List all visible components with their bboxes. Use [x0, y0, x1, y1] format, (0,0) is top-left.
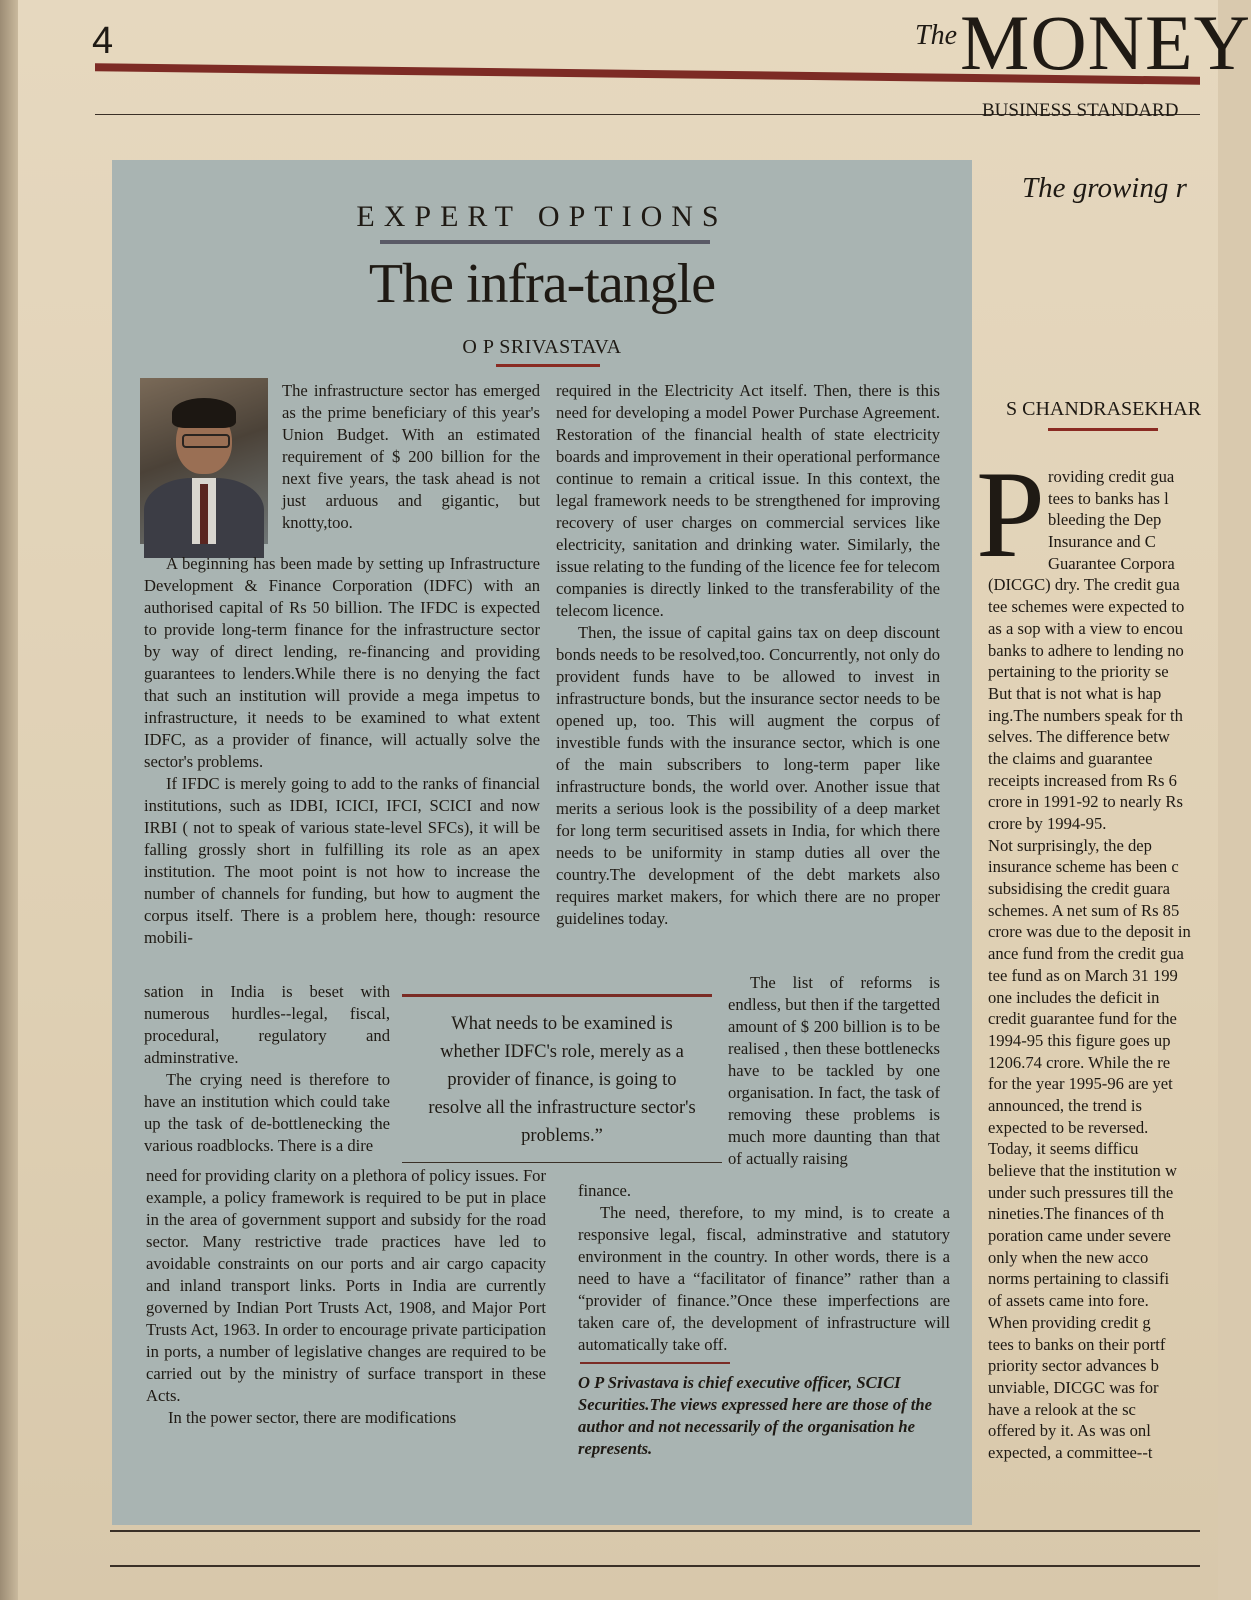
article-column-1b: [144, 553, 540, 949]
paragraph-5: In the power sector, there are modifications: [168, 1408, 457, 1427]
side-article-line: expected to be reversed.: [988, 1117, 1149, 1137]
footer-rule: [110, 1530, 1200, 1532]
side-article-line: expected, a committee--t: [988, 1442, 1153, 1462]
side-article-line: announced, the trend is: [988, 1095, 1142, 1115]
masthead-title: MONEY: [960, 0, 1251, 86]
article-column-2a: [556, 380, 940, 930]
pullquote-rule-top: [402, 994, 712, 997]
article-kicker: EXPERT OPTIONS: [356, 200, 728, 233]
side-article-line: norms pertaining to classifi: [988, 1269, 1170, 1289]
side-article-line: under such pressures till the: [988, 1182, 1174, 1202]
side-article-line: have a relook at the sc: [988, 1399, 1136, 1419]
side-article-line: tee schemes were expected to: [988, 597, 1185, 617]
author-portrait: [140, 378, 268, 544]
side-article-line: But that is not what is hap: [988, 683, 1162, 703]
side-article-line: crore was due to the deposit in: [988, 922, 1191, 942]
author-bio: O P Srivastava is chief executive officer, SCICI Securities.The views expressed here are those of the author and not necessarily of the organisation he represents.: [578, 1373, 932, 1458]
article-byline: O P SRIVASTAVA: [462, 336, 622, 358]
side-article-line: Insurance and C: [1048, 532, 1156, 552]
side-article-line: poration came under severe: [988, 1226, 1171, 1246]
article-column-2b: [728, 972, 940, 1170]
side-article-line: selves. The difference betw: [988, 727, 1170, 747]
side-article-line: of assets came into fore.: [988, 1291, 1149, 1311]
side-article-byline: S CHANDRASEKHAR: [1006, 398, 1202, 420]
side-article-line: tees to banks on their portf: [988, 1334, 1166, 1354]
article-column-1c: [144, 981, 390, 1157]
side-article-line: (DICGC) dry. The credit gua: [988, 575, 1180, 595]
paragraph-4-cont: need for providing clarity on a plethora of policy issues. For example, a policy framework is required to be put in place in the area of government support and subsidy for the road sector. Many restrictive trade practices have led to avoidable constraints on our ports and air cargo capacity and inland transport links. Ports in India are currently governed by Indian Port Trusts Act, 1908, and Major Port Trusts Act, 1963. In order to encourage private participation in ports, a number of legislative changes are required to be carried out by the ministry of surface transport in these Acts.: [146, 1166, 546, 1405]
side-article-line: nineties.The finances of th: [988, 1204, 1165, 1224]
side-article-line: 1994-95 this figure goes up: [988, 1030, 1171, 1050]
paragraph-3: If IFDC is merely going to add to the ranks of financial institutions, such as IDBI, ICICI, IFCI, SCICI and now IRBI ( not to speak of various state-level SFCs), it will be falling grossly short in fulfilling its role as an apex institution. The moot point is not how to increase the number of channels for funding, but how to augment the corpus itself. There is a problem here, though: resource mobili-: [144, 774, 540, 947]
kicker-rule: [380, 240, 710, 244]
footer-rule-lower: [110, 1565, 1200, 1567]
article-column-1d: [146, 1165, 546, 1429]
paragraph-6: Then, the issue of capital gains tax on deep discount bonds needs to be resolved,too. Concurrently, not only do provident funds have to be allowed to invest in infrastructure bonds, but the insurance sector needs to be opened up, too. This will augment the corpus of investible funds with the insurance sector, which is one of the main subscribers to long-term paper like infrastructure bonds, the world over. Another issue that merits a serious look is the possibility of a deep market for long term securitised assets in India, for which there needs to be uniformity in stamp duties all over the country.The development of the debt markets also requires market makers, for which there are no proper guidelines today.: [556, 623, 940, 928]
bio-rule: [580, 1362, 730, 1364]
side-article-line: for the year 1995-96 are yet: [988, 1074, 1173, 1094]
side-article-line: Guarantee Corpora: [1048, 553, 1175, 573]
portrait-tie: [200, 484, 208, 544]
portrait-hair: [172, 398, 236, 428]
pullquote: What needs to be examined is whether IDFC's role, merely as a provider of finance, is going to resolve all the infrastructure sector's problems.”: [428, 1014, 696, 1146]
side-article-column: [988, 466, 1218, 1464]
side-article-line: Not surprisingly, the dep: [988, 835, 1152, 855]
section-label: BUSINESS STANDARD: [982, 100, 1179, 121]
side-article-line: tee fund as on March 31 199: [988, 965, 1178, 985]
side-article-line: ance fund from the credit gua: [988, 944, 1184, 964]
side-article-line: unviable, DICGC was for: [988, 1377, 1159, 1397]
paragraph-1: The infrastructure sector has emerged as the prime beneficiary of this year's Union Budget. With an estimated requirement of $ 200 billion for the next five years, the task ahead is not just arduous and gigantic, but knotty,too.: [282, 381, 540, 532]
side-article-line: tees to banks has l: [1048, 488, 1169, 508]
side-article-line: receipts increased from Rs 6: [988, 770, 1177, 790]
side-article-line: only when the new acco: [988, 1247, 1149, 1267]
side-article-line: crore in 1991-92 to nearly Rs: [988, 792, 1183, 812]
page-fold-edge: [0, 0, 18, 1600]
side-article-line: one includes the deficit in: [988, 987, 1160, 1007]
paragraph-2: A beginning has been made by setting up Infrastructure Development & Finance Corporation (IDFC) with an authorised capital of Rs 50 billion. The IFDC is expected to provide long-term finance for the infrastructure sector by way of direct lending, re-financing and providing guarantees to lenders.While there is no denying the fact that such an institution will provide a mega impetus to infrastructure, it needs to be examined to what extent IDFC, as a provider of finance, will actually solve the sector's problems.: [144, 554, 540, 771]
side-article-line: insurance scheme has been c: [988, 857, 1179, 877]
side-article-line: When providing credit g: [988, 1312, 1151, 1332]
side-article-line: priority sector advances b: [988, 1356, 1159, 1376]
side-article-line: roviding credit gua: [1048, 467, 1175, 486]
paragraph-8: The need, therefore, to my mind, is to create a responsive legal, fiscal, adminstrative and statutory environment in the country. In other words, there is a need to have a “facilitator of finance” rather than a “provider of finance.”Once these imperfections are taken care of, the development of infrastructure will automatically take off.: [578, 1203, 950, 1354]
side-article-line: offered by it. As was onl: [988, 1421, 1151, 1441]
side-article-dropcap: P: [976, 446, 1045, 583]
side-article-line: pertaining to the priority se: [988, 662, 1169, 682]
paragraph-5-cont: required in the Electricity Act itself. Then, there is this need for developing a model Power Purchase Agreement. Restoration of the financial health of state electricity boards and improvement in their operational performance continue to remain a critical issue. In this context, the legal framework needs to be strengthened for improving recovery of user charges on commercial services like electricity, sanitation and drinking water. Similarly, the issue relating to the funding of the licence fee for telecom companies is directly linked to the transferability of the telecom licence.: [556, 381, 940, 620]
side-article-line: 1206.74 crore. While the re: [988, 1052, 1171, 1072]
side-article-line: Today, it seems difficu: [988, 1139, 1139, 1159]
article-column-1a: [282, 380, 540, 534]
pullquote-rule-bottom: [402, 1162, 722, 1163]
paragraph-7: The list of reforms is endless, but then if the targetted amount of $ 200 billion is to be realised , then these bottlenecks have to be tackled by one organisation. In fact, the task of removing these problems is much more daunting than that of actually raising: [728, 973, 940, 1168]
paragraph-7-cont: finance.: [578, 1181, 631, 1200]
side-article-line: schemes. A net sum of Rs 85: [988, 900, 1180, 920]
side-article-line: banks to adhere to lending no: [988, 640, 1184, 660]
side-article-headline: The growing r: [1022, 172, 1187, 204]
side-article-line: crore by 1994-95.: [988, 814, 1107, 833]
page-number: 4: [92, 20, 114, 62]
masthead-the: The: [915, 20, 957, 51]
side-article-line: believe that the institution w: [988, 1161, 1177, 1180]
side-article-line: credit guarantee fund for the: [988, 1009, 1177, 1029]
side-article-line: subsidising the credit guara: [988, 879, 1171, 899]
side-article-line: ing.The numbers speak for th: [988, 705, 1183, 725]
side-article-line: as a sop with a view to encou: [988, 618, 1183, 638]
side-byline-rule: [1048, 428, 1158, 431]
side-article-line: bleeding the Dep: [1048, 510, 1162, 530]
article-column-2c: [578, 1180, 950, 1356]
paragraph-3-cont: sation in India is beset with numerous hurdles--legal, fiscal, procedural, regulatory and adminstrative.: [144, 982, 390, 1067]
byline-rule: [496, 364, 600, 367]
paragraph-4: The crying need is therefore to have an institution which could take up the task of de-bottlenecking the various roadblocks. There is a dire: [144, 1070, 390, 1155]
article-headline: The infra-tangle: [368, 253, 716, 315]
side-article-line: the claims and guarantee: [988, 748, 1153, 768]
portrait-glasses: [182, 434, 230, 448]
